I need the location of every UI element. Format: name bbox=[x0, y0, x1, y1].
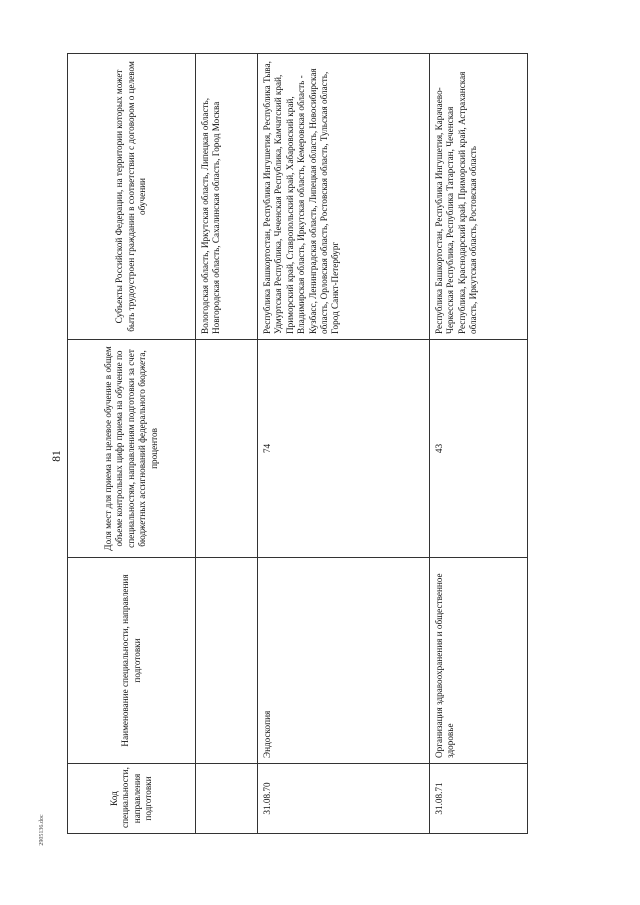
cell-share bbox=[196, 340, 258, 558]
header-regions: Субъекты Российской Федерации, на территории которых может быть трудоустроен гражданин в соответствии с договором о целевом обучении bbox=[68, 54, 196, 340]
cell-name: Эндоскопия bbox=[258, 558, 430, 764]
cell-share: 43 bbox=[430, 340, 528, 558]
table-header-row bbox=[68, 54, 196, 834]
cell-regions: Республика Башкортостан, Республика Ингушетия, Республика Тыва, Удмуртская Республика, Чеченская Республика, Камчатский край, Приморский край, Ставропольский край, Хабаровский край, Владимирская область, Иркутская область, Кемеровская область - Кузбасс, Ленинградская область, Липецкая область, Новосибирская область, Орловская область, Ростовская область, Тульская область, Город Санкт-Петербург bbox=[258, 54, 430, 340]
cell-share: 74 bbox=[258, 340, 430, 558]
header-name: Наименование специальности, направления подготовки bbox=[68, 558, 196, 764]
table-rotated-wrapper bbox=[67, 54, 527, 834]
cell-name bbox=[196, 558, 258, 764]
table-row bbox=[430, 54, 528, 834]
page-number: 81 bbox=[51, 450, 63, 462]
table-frame bbox=[67, 54, 527, 834]
cell-regions: Вологодская область, Иркутская область, Липецкая область, Новгородская область, Сахалинская область, Город Москва bbox=[196, 54, 258, 340]
specialties-table bbox=[67, 53, 528, 834]
cell-code: 31.08.70 bbox=[258, 764, 430, 834]
table-row bbox=[258, 54, 430, 834]
cell-code bbox=[196, 764, 258, 834]
header-share: Доля мест для приема на целевое обучение в общем объеме контрольных цифр приема на обучение по специальностям, направлениям подготовки за счет бюджетных ассигнований федерального бюджета, процентов bbox=[68, 340, 196, 558]
document-code: 2905136.doc bbox=[39, 814, 45, 846]
header-code: Код специальности, направления подготовки bbox=[68, 764, 196, 834]
cell-name: Организация здравоохранения и общественное здоровье bbox=[430, 558, 528, 764]
cell-regions: Республика Башкортостан, Республика Ингушетия, Карачаево-Черкесская Республика, Республика Татарстан, Чеченская Республика, Краснодарский край, Приморский край, Астраханская область, Иркутская область, Ростовская область bbox=[430, 54, 528, 340]
cell-code: 31.08.71 bbox=[430, 764, 528, 834]
table-row bbox=[196, 54, 258, 834]
